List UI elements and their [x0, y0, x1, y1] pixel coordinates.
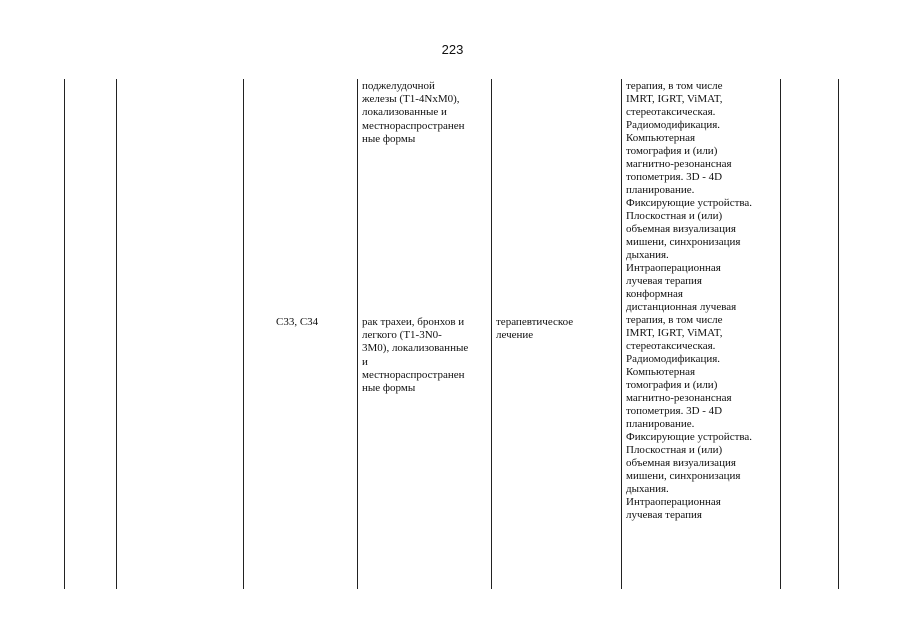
column-divider: [491, 79, 492, 589]
column-divider: [357, 79, 358, 589]
treatment-method-cell: терапия, в том числе IMRT, IGRT, ViMAT, стереотаксическая. Радиомодификация. Компьютерная томография и (или) магнитно-резонансная топометрия. 3D - 4D планирование. Фиксирующие устройства. Плоскостная и (или) объемная визуализация мишени, синхронизация дыхания. Интраоперационная лучевая терапия конформная дистанционная лучевая терапия, в том числе IMRT, IGRT, ViMAT, стереотаксическая. Радиомодификация. Компьютерная томография и (или) магнитно-резонансная топометрия. 3D - 4D планирование. Фиксирующие устройства. Плоскостная и (или) объемная визуализация мишени, синхронизация дыхания. Интраоперационная лучевая терапия: [626, 80, 753, 521]
column-divider: [243, 79, 244, 589]
diagnosis-cell-row1: поджелудочной железы (T1-4NxM0), локализованные и местнораспространен ные формы: [362, 80, 465, 145]
column-divider: [621, 79, 622, 589]
column-divider: [780, 79, 781, 589]
icd-code-cell: C33, C34: [276, 316, 319, 328]
column-divider: [838, 79, 839, 589]
column-divider: [64, 79, 65, 589]
diagnosis-cell-row2: рак трахеи, бронхов и легкого (T1-3N0- 3M0), локализованные и местнораспространен ные формы: [362, 316, 469, 395]
treatment-type-cell: терапевтическое лечение: [496, 316, 574, 342]
page-number: 223: [441, 42, 464, 57]
column-divider: [116, 79, 117, 589]
